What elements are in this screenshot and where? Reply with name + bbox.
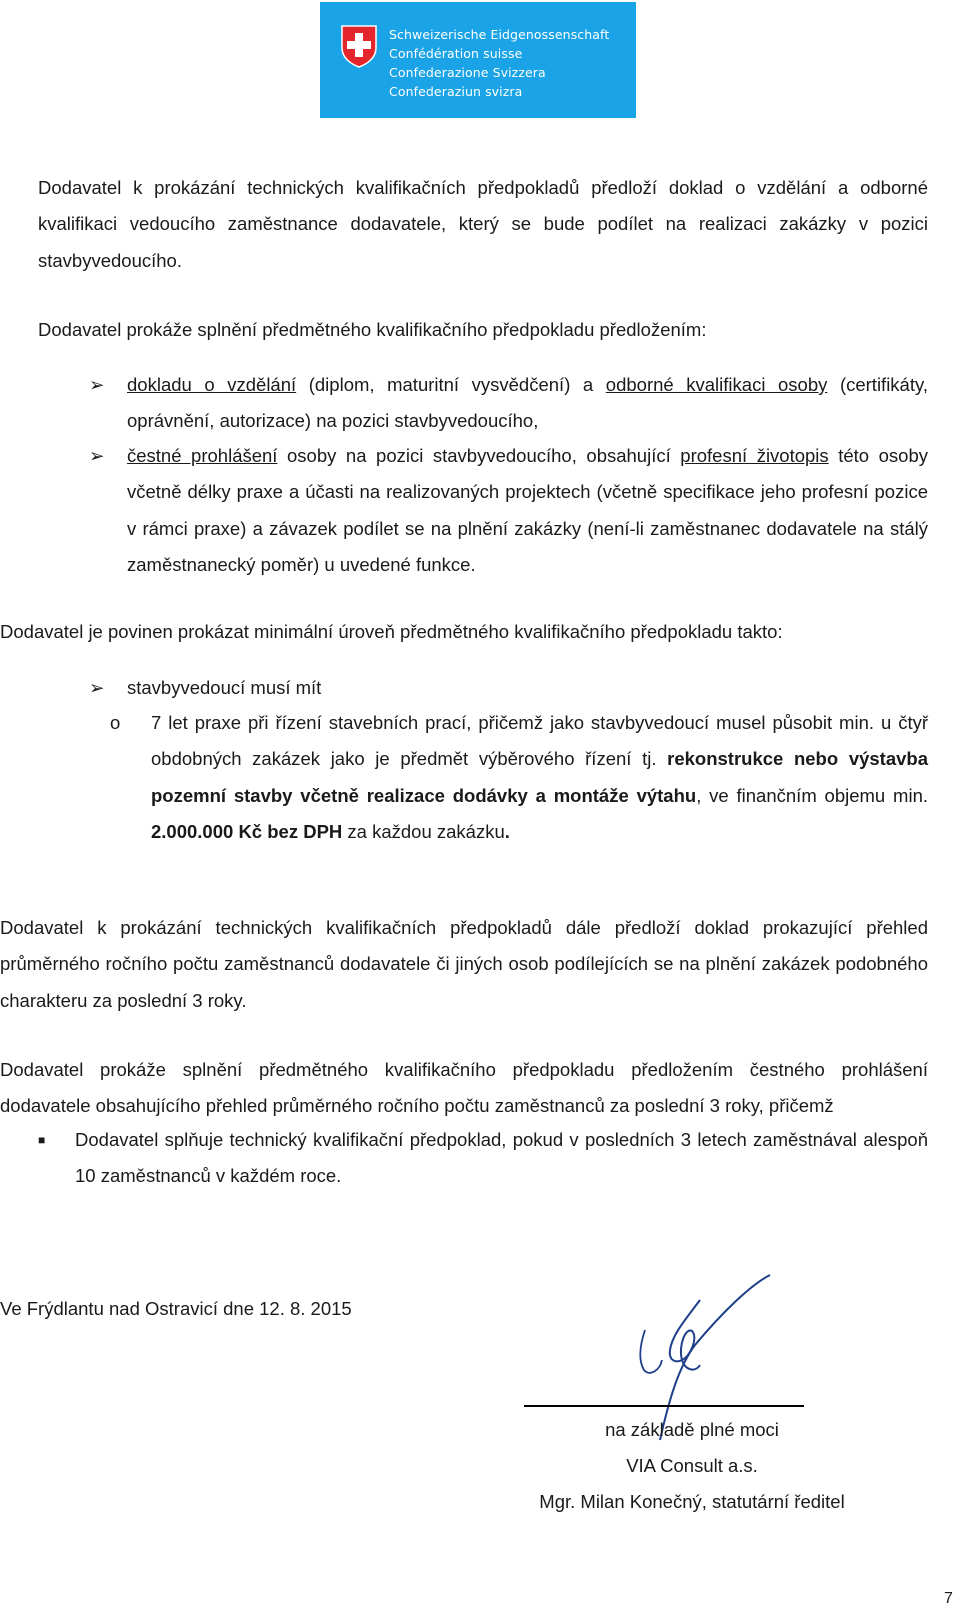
- underlined-term: profesní životopis: [680, 445, 829, 466]
- paragraph-qualification-intro: Dodavatel k prokázání technických kvalifikačních předpokladů předloží doklad o vzdělání a odborné kvalifikaci vedoucího zaměstnance dodavatele, který se bude podílet na realizaci zakázky v pozici stavbyvedoucího.: [38, 177, 928, 271]
- bullet-text: (diplom, maturitní vysvědčení) a: [296, 374, 606, 395]
- paragraph-proof-method: Dodavatel prokáže splnění předmětného kvalifikačního předpokladu předložením:: [38, 319, 707, 340]
- signature-name: Mgr. Milan Konečný, statutární ředitel: [539, 1491, 845, 1512]
- place-and-date: Ve Frýdlantu nad Ostravicí dne 12. 8. 2015: [0, 1298, 352, 1319]
- sub-text: 7 let praxe při řízení stavebních prací, přičemž jako stavbyvedoucí musel působit min. u čtyř obdobných zakázek jako je předmět výběrového řízení tj.: [151, 712, 928, 770]
- sub-bold-period: .: [504, 820, 510, 842]
- paragraph-minimum-level: Dodavatel je povinen prokázat minimální úroveň předmětného kvalifikačního předpokladu takto:: [0, 621, 783, 642]
- page-number: 7: [944, 1590, 953, 1607]
- paragraph-declaration-overview: Dodavatel prokáže splnění předmětného kvalifikačního předpokladu předložením čestného prohlášení dodavatele obsahujícího přehled průměrného ročního počtu zaměstnanců za poslední 3 roky, přičemž: [0, 1059, 928, 1117]
- logo-line-de: Schweizerische Eidgenossenschaft: [389, 27, 610, 42]
- bullet-text: osoby na pozici stavbyvedoucího, obsahující: [277, 445, 681, 466]
- bullet-requirement-met: Dodavatel splňuje technický kvalifikační předpoklad, pokud v posledních 3 letech zaměstnával alespoň 10 zaměstnanců v každém roce.: [75, 1129, 928, 1187]
- swiss-cross-shield-icon: [340, 24, 378, 68]
- sub-text: , ve finančním objemu min.: [696, 784, 928, 806]
- underlined-term: dokladu o vzdělání: [127, 374, 297, 395]
- arrow-bullet-icon: ➢: [89, 374, 105, 395]
- arrow-bullet-icon: ➢: [89, 677, 105, 698]
- bullet-education-proof: [127, 367, 928, 440]
- logo-line-fr: Confédération suisse: [389, 46, 523, 61]
- bullet-site-manager: stavbyvedoucí musí mít: [127, 677, 322, 698]
- circle-bullet-icon: o: [110, 712, 121, 733]
- logo-line-it: Confederazione Svizzera: [389, 65, 546, 80]
- underlined-term: odborné kvalifikaci osoby: [605, 374, 828, 395]
- paragraph-employee-count: Dodavatel k prokázání technických kvalifikačních předpokladů dále předloží doklad prokazující přehled průměrného ročního počtu zaměstnanců dodavatele či jiných osob podílejících se na plnění zakázek podobného charakteru za poslední 3 roky.: [0, 917, 928, 1011]
- sub-bold-text: rekonstrukce nebo výstavba pozemní stavby včetně realizace dodávky a montáže výtahu: [151, 748, 929, 806]
- signature-line: [524, 1405, 804, 1407]
- square-bullet-icon: ■: [38, 1133, 46, 1147]
- signature-block: [524, 1412, 860, 1520]
- bullet-text: této osoby včetně délky praxe a účasti na realizovaných projektech (včetně specifikace jeho profesní pozice v rámci praxe) a závazek podílet se na plnění zakázky (není-li zaměstnanec dodavatele na stálý zaměstnanecký poměr) u uvedené funkce.: [127, 445, 928, 575]
- underlined-term: čestné prohlášení: [127, 445, 278, 466]
- sub-bold-amount: 2.000.000 Kč bez DPH: [151, 820, 343, 842]
- sub-bullet-experience: [151, 705, 928, 850]
- arrow-bullet-icon: ➢: [89, 445, 105, 466]
- signature-authority: na základě plné moci: [605, 1419, 779, 1440]
- bullet-declaration: [127, 438, 928, 583]
- signature-company: VIA Consult a.s.: [626, 1455, 758, 1476]
- bullet-text: (certifikáty, oprávnění, autorizace) na pozici stavbyvedoucího,: [127, 374, 929, 432]
- sub-text: za každou zakázku: [342, 820, 505, 842]
- swiss-confederation-logo: [320, 2, 636, 118]
- logo-line-rm: Confederaziun svizra: [389, 84, 523, 99]
- logo-text: [389, 25, 609, 101]
